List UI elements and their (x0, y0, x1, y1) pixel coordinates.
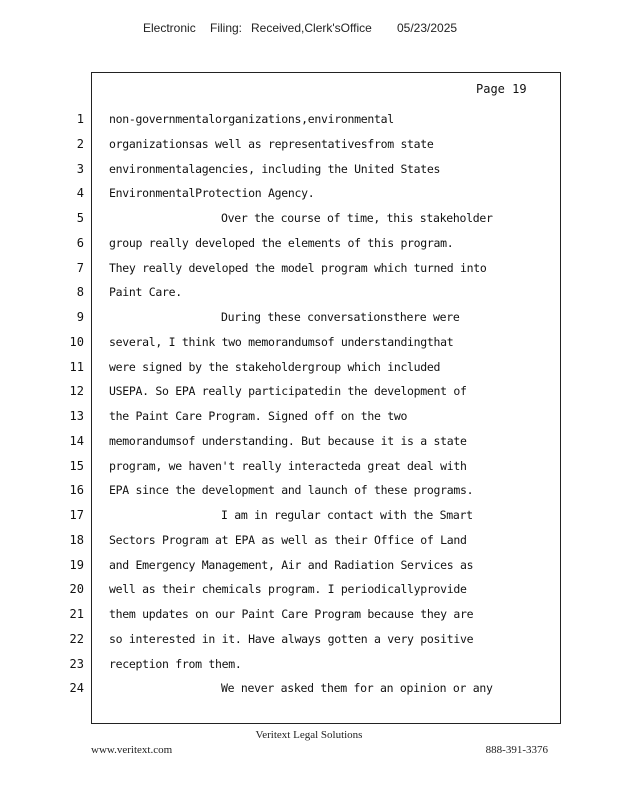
line-number: 23 (69, 657, 84, 671)
line-number: 19 (69, 558, 84, 572)
line-number: 1 (76, 112, 84, 126)
line-text: EPA since the development and launch of these programs. (109, 483, 474, 497)
line-number: 16 (69, 483, 84, 497)
line-text: the Paint Care Program. Signed off on the two (109, 409, 408, 423)
line-text: Paint Care. (109, 285, 182, 299)
line-number: 24 (69, 681, 84, 695)
line-text: were signed by the stakeholdergroup which included (109, 360, 441, 374)
line-number: 12 (69, 384, 84, 398)
line-text: reception from them. (109, 657, 242, 671)
line-number: 6 (76, 236, 84, 250)
header-received: Received,Clerk'sOffice (251, 21, 372, 35)
line-text: so interested in it. Have always gotten a very positive (109, 632, 474, 646)
line-number: 11 (69, 360, 84, 374)
line-number: 20 (69, 582, 84, 596)
line-number: 8 (76, 285, 84, 299)
page-number: Page 19 (476, 82, 527, 96)
line-number: 5 (76, 211, 84, 225)
line-number: 13 (69, 409, 84, 423)
line-number: 9 (76, 310, 84, 324)
line-text: We never asked them for an opinion or any (221, 681, 493, 695)
header-date: 05/23/2025 (397, 21, 458, 35)
header-electronic: Electronic (143, 21, 196, 35)
line-number: 4 (76, 186, 84, 200)
line-number: 2 (76, 137, 84, 151)
line-number: 21 (69, 607, 84, 621)
line-number: 17 (69, 508, 84, 522)
line-number: 15 (69, 459, 84, 473)
line-text: They really developed the model program which turned into (109, 261, 487, 275)
footer-website: www.veritext.com (91, 744, 173, 756)
line-text: them updates on our Paint Care Program because they are (109, 607, 474, 621)
line-text: Over the course of time, this stakeholder (221, 211, 493, 225)
line-text: environmentalagencies, including the United States (109, 162, 441, 176)
line-text: program, we haven't really interacteda great deal with (109, 459, 467, 473)
line-text: organizationsas well as representativesfrom state (109, 137, 434, 151)
line-number: 3 (76, 162, 84, 176)
filing-header (0, 21, 618, 37)
header-filing: Filing: (210, 21, 243, 35)
line-text: EnvironmentalProtection Agency. (109, 186, 315, 200)
footer-phone: 888-391-3376 (485, 744, 548, 756)
line-text: I am in regular contact with the Smart (221, 508, 473, 522)
line-text: well as their chemicals program. I periodicallyprovide (109, 582, 467, 596)
line-number: 7 (76, 261, 84, 275)
line-text: During these conversationsthere were (221, 310, 460, 324)
line-number: 22 (69, 632, 84, 646)
line-text: and Emergency Management, Air and Radiation Services as (109, 558, 474, 572)
line-number: 10 (69, 335, 84, 349)
line-number: 14 (69, 434, 84, 448)
line-number: 18 (69, 533, 84, 547)
line-text: group really developed the elements of this program. (109, 236, 454, 250)
line-text: several, I think two memorandumsof understandingthat (109, 335, 454, 349)
line-text: non-governmentalorganizations,environmental (109, 112, 394, 126)
line-text: Sectors Program at EPA as well as their Office of Land (109, 533, 467, 547)
line-text: USEPA. So EPA really participatedin the development of (109, 384, 467, 398)
line-text: memorandumsof understanding. But because it is a state (109, 434, 467, 448)
footer-company: Veritext Legal Solutions (255, 729, 363, 741)
